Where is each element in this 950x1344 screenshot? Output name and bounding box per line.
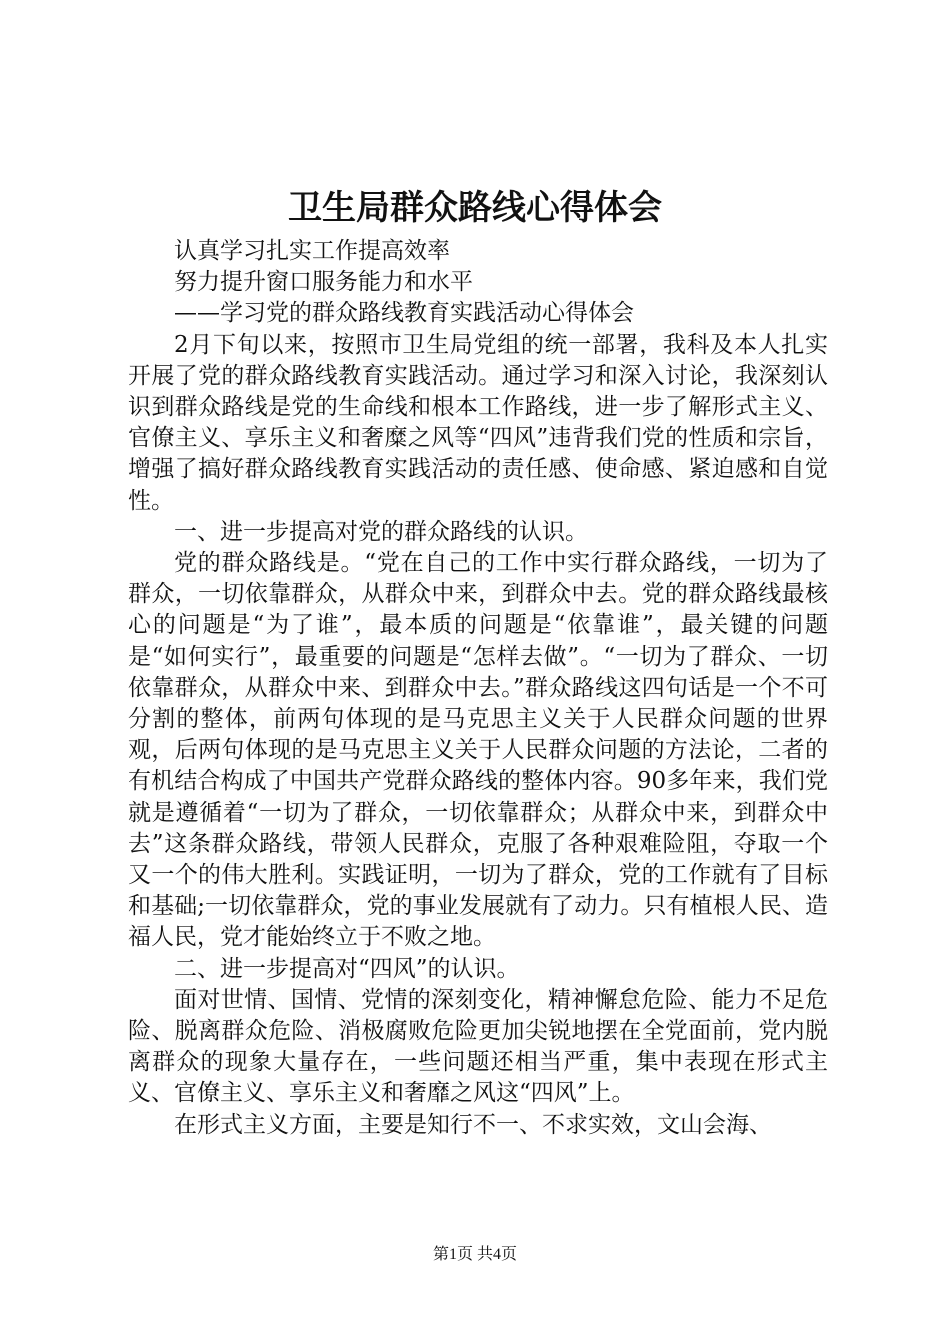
section-heading-1: 一、进一步提高对党的群众路线的认识。: [174, 518, 588, 545]
subtitle-line-2: 努力提升窗口服务能力和水平: [174, 269, 473, 296]
document-body: [128, 236, 828, 1141]
page-footer: 第1页 共4页: [432, 1246, 517, 1263]
body-paragraph-four-winds: 面对世情、国情、党情的深刻变化，精神懈怠危险、能力不足危险、脱离群众危险、消极腐败危险更加尖锐地摆在全党面前，党内脱离群众的现象大量存在，一些问题还相当严重，集中表现在形式主义、官僚主义、享乐主义和奢靡之风这“四风”上。: [128, 986, 828, 1107]
subtitle-line-1: 认真学习扎实工作提高效率: [174, 238, 450, 264]
body-paragraph-formalism: 在形式主义方面，主要是知行不一、不求实效，文山会海、: [174, 1111, 772, 1138]
body-paragraph-intro: 2月下旬以来，按照市卫生局党组的统一部署，我科及本人扎实开展了党的群众路线教育实践活动。通过学习和深入讨论，我深刻认识到群众路线是党的生命线和根本工作路线，进一步了解形式主义、官僚主义、享乐主义和奢糜之风等“四风”违背我们党的性质和宗旨，增强了搞好群众路线教育实践活动的责任感、使命感、紧迫感和自觉性。: [128, 331, 828, 514]
body-paragraph-mass-line: 党的群众路线是。“党在自己的工作中实行群众路线，一切为了群众，一切依靠群众，从群众中来，到群众中去。党的群众路线最核心的问题是“为了谁”，最本质的问题是“依靠谁”，最关键的问题是“如何实行”，最重要的问题是“怎样去做”。“一切为了群众、一切依靠群众，从群众中来、到群众中去。”群众路线这四句话是一个不可分割的整体，前两句体现的是马克思主义关于人民群众问题的世界观，后两句体现的是马克思主义关于人民群众问题的方法论，二者的有机结合构成了中国共产党群众路线的整体内容。90多年来，我们党就是遵循着“一切为了群众，一切依靠群众；从群众中来，到群众中去”这条群众路线，带领人民群众，克服了各种艰难险阻，夺取一个又一个的伟大胜利。实践证明，一切为了群众，党的工作就有了目标和基础;一切依靠群众，党的事业发展就有了动力。只有植根人民、造福人民，党才能始终立于不败之地。: [128, 550, 828, 951]
document-title: 卫生局群众路线心得体会: [288, 188, 662, 228]
section-heading-2: 二、进一步提高对“四风”的认识。: [174, 955, 520, 982]
subtitle-line-3: ——学习党的群众路线教育实践活动心得体会: [174, 300, 634, 327]
